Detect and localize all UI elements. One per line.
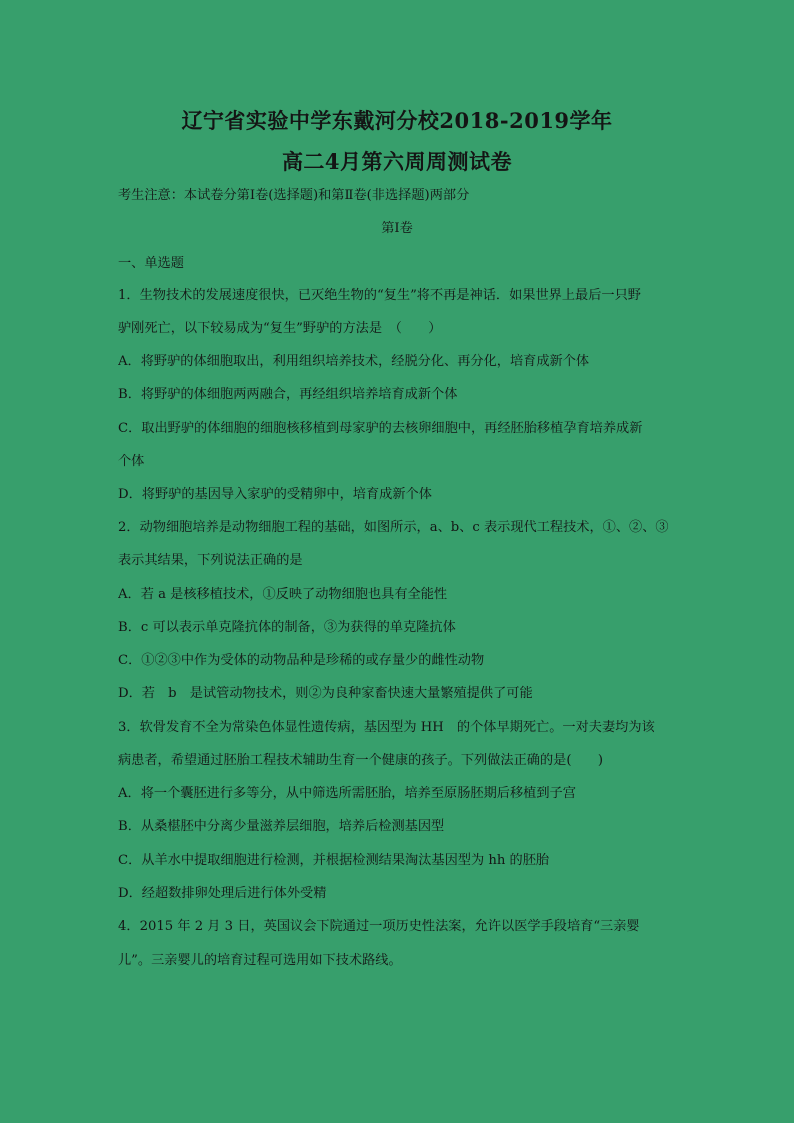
- exam-notice: 考生注意：本试卷分第Ⅰ卷(选择题)和第Ⅱ卷(非选择题)两部分: [118, 188, 470, 203]
- question-2-option-b: B．c 可以表示单克隆抗体的制备，③为获得的单克隆抗体: [118, 620, 456, 635]
- question-2-stem: 2．动物细胞培养是动物细胞工程的基础，如图所示，a、b、c 表示现代工程技术，①、②、③: [118, 520, 669, 535]
- question-1-option-c-cont: 个体: [118, 454, 145, 469]
- question-2-stem-cont: 表示其结果，下列说法正确的是: [118, 553, 303, 568]
- exam-title-line1: 辽宁省实验中学东戴河分校2018-2019学年: [181, 108, 613, 133]
- question-1-option-d: D．将野驴的基因导入家驴的受精卵中，培育成新个体: [118, 487, 432, 502]
- exam-title-line2: 高二4月第六周周测试卷: [281, 149, 513, 174]
- question-1-option-a: A．将野驴的体细胞取出，利用组织培养技术，经脱分化、再分化，培育成新个体: [118, 354, 590, 369]
- question-4-stem: 4．2015 年 2 月 3 日，英国议会下院通过一项历史性法案，允许以医学手段培育“三亲婴: [118, 919, 640, 934]
- question-2-option-d: D．若 b 是试管动物技术，则②为良种家畜快速大量繁殖提供了可能: [118, 686, 533, 701]
- question-3-option-c: C．从羊水中提取细胞进行检测，并根据检测结果淘汰基因型为 hh 的胚胎: [118, 853, 550, 868]
- part-title: 第Ⅰ卷: [381, 221, 413, 236]
- question-1-stem: 1．生物技术的发展速度很快，已灭绝生物的“复生”将不再是神话．如果世界上最后一只野: [118, 288, 641, 303]
- question-3-option-a: A．将一个囊胚进行多等分，从中筛选所需胚胎，培养至原肠胚期后移植到子宫: [118, 786, 576, 801]
- question-3-stem: 3．软骨发育不全为常染色体显性遗传病，基因型为 HH 的个体早期死亡。一对夫妻均为该: [118, 720, 655, 735]
- question-1-option-b: B．将野驴的体细胞两两融合，再经组织培养培育成新个体: [118, 387, 458, 402]
- question-1-option-c: C．取出野驴的体细胞的细胞核移植到母家驴的去核卵细胞中，再经胚胎移植孕育培养成新: [118, 421, 643, 436]
- section-heading: 一、单选题: [118, 256, 184, 271]
- question-4-stem-cont: 儿”。三亲婴儿的培育过程可选用如下技术路线。: [118, 953, 402, 968]
- question-3-stem-cont: 病患者，希望通过胚胎工程技术辅助生育一个健康的孩子。下列做法正确的是( ): [118, 753, 604, 768]
- question-2-option-c: C．①②③中作为受体的动物品种是珍稀的或存量少的雌性动物: [118, 653, 485, 668]
- question-1-stem-cont: 驴刚死亡，以下较易成为“复生”野驴的方法是 （ ）: [118, 321, 442, 336]
- question-3-option-d: D．经超数排卵处理后进行体外受精: [118, 886, 327, 901]
- question-3-option-b: B．从桑椹胚中分离少量滋养层细胞，培养后检测基因型: [118, 819, 445, 834]
- question-2-option-a: A．若 a 是核移植技术，①反映了动物细胞也具有全能性: [118, 587, 448, 602]
